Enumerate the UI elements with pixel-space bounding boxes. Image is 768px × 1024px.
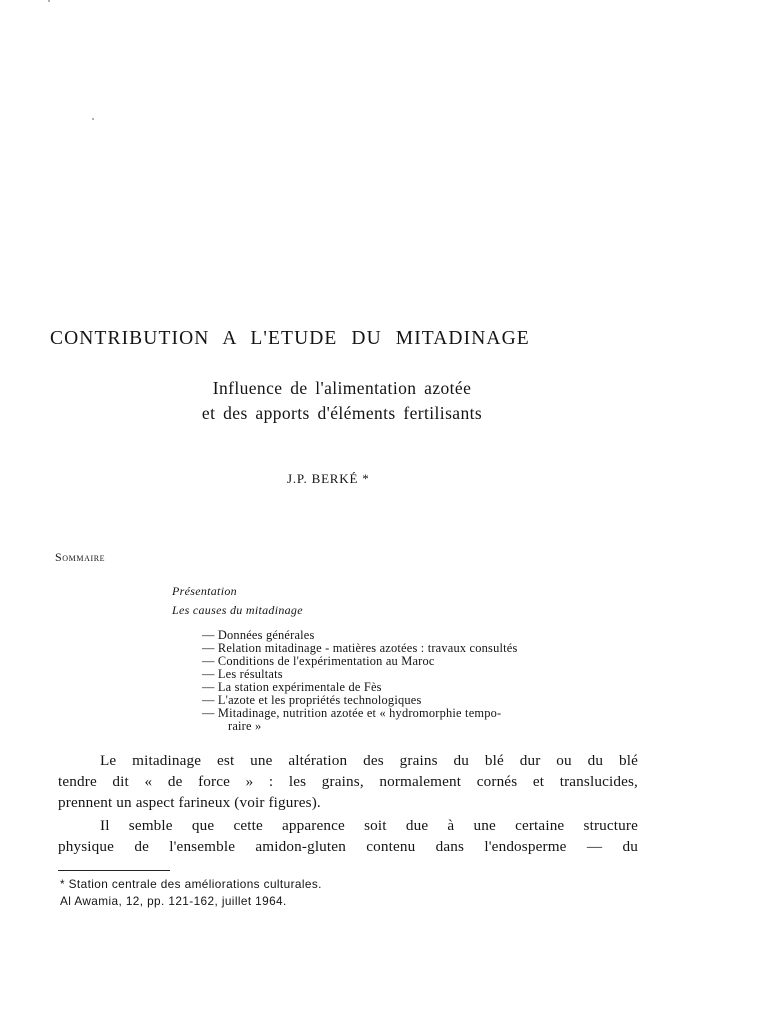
toc-item: — L'azote et les propriétés technologiques [202,693,422,707]
author-name: J.P. BERKÉ * [287,471,370,486]
toc-item: — Mitadinage, nutrition azotée et « hydromorphie tempo- [202,706,502,720]
toc-list [202,629,642,733]
paragraph-line: Le mitadinage est une altération des grains du blé dur ou du blé [100,752,638,769]
article-title: CONTRIBUTION A L'ETUDE DU MITADINAGE [50,328,530,349]
toc-item: — Relation mitadinage - matières azotées : travaux consultés [202,641,518,655]
toc-item-continuation: raire » [228,719,262,733]
body-paragraph-1 [58,750,638,813]
footnote-divider [58,870,170,871]
sommaire-heading: Sommaire [55,550,106,564]
footnote-citation: Al Awamia, 12, pp. 121-162, juillet 1964. [60,894,287,908]
subtitle-line-1: Influence de l'alimentation azotée [212,378,472,398]
scan-speck [92,118,94,120]
toc-item: — Conditions de l'expérimentation au Maroc [202,654,435,668]
toc-section-presentation: Présentation [172,584,237,598]
paragraph-line: prennent un aspect farineux (voir figures). [58,794,321,811]
subtitle-line-2: et des apports d'éléments fertilisants [201,403,483,423]
body-paragraph-2 [58,815,638,857]
toc-item: — Données générales [202,628,315,642]
scan-speck [48,0,50,2]
paragraph-line: physique de l'ensemble amidon-gluten contenu dans l'endosperme — du [58,838,638,855]
paragraph-line: tendre dit « de force » : les grains, normalement cornés et translucides, [58,773,638,790]
paragraph-line: Il semble que cette apparence soit due à une certaine structure [100,817,638,834]
toc-section-causes: Les causes du mitadinage [172,603,303,617]
toc-item: — La station expérimentale de Fès [202,680,382,694]
footnote-affiliation: * Station centrale des améliorations culturales. [60,877,322,891]
toc-item: — Les résultats [202,667,283,681]
